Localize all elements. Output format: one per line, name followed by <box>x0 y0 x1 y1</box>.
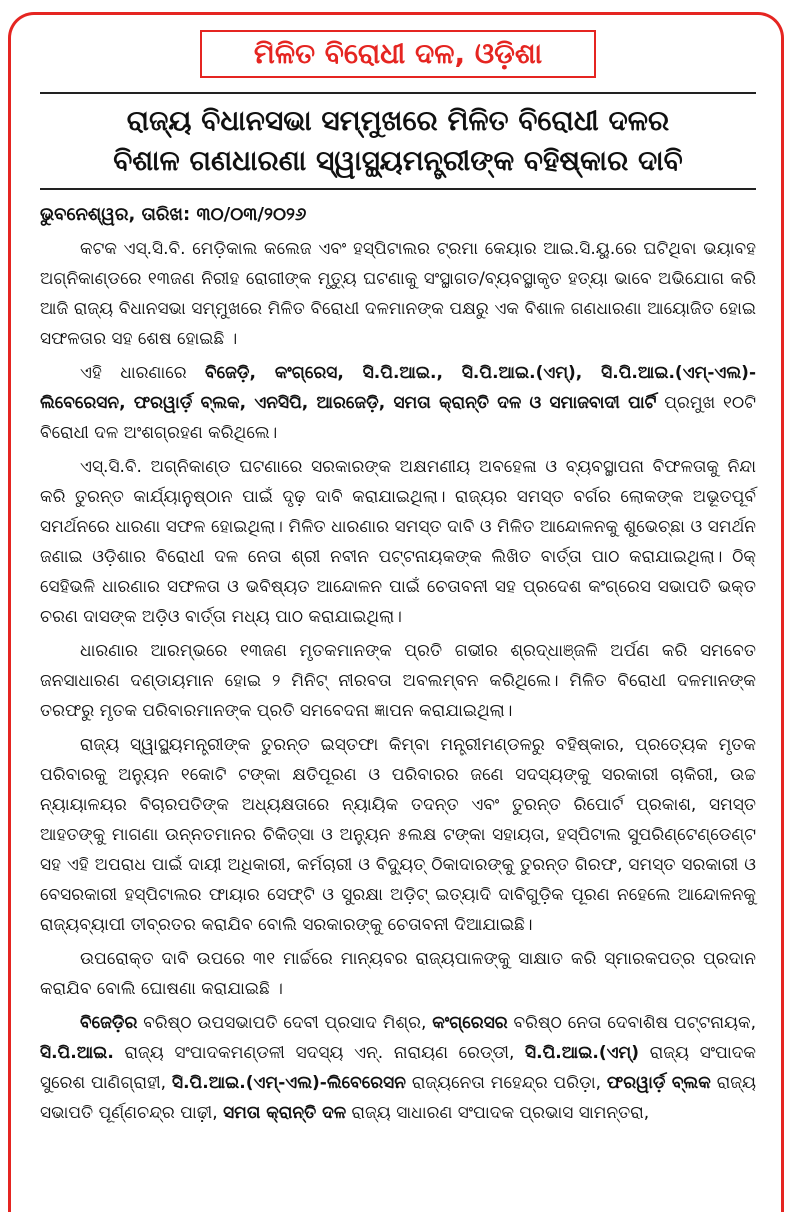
party-name-bjd: ବିଜେଡ଼ିର <box>80 1013 138 1033</box>
text-run: ଏହି ଧାରଣାରେ <box>80 363 206 383</box>
party-name-samata: ସମତା କ୍ରାନ୍ତି ଦଳ <box>223 1103 347 1123</box>
party-name-cpim: ସି.ପି.ଆଇ.(ଏମ୍) <box>525 1043 640 1063</box>
headline-line-1: ରାଜ୍ୟ ବିଧାନସଭା ସମ୍ମୁଖରେ ମିଳିତ ବିରୋଧୀ ଦଳର <box>126 104 670 137</box>
party-name-cpi: ସି.ପି.ଆଇ. <box>40 1043 114 1063</box>
paragraph-demands-list: ରାଜ୍ୟ ସ୍ୱାସ୍ଥ୍ୟମନ୍ତ୍ରୀଙ୍କ ତୁରନ୍ତ ଇସ୍ତଫା କିମ୍ବା ମନ୍ତ୍ରୀମଣ୍ଡଳରୁ ବହିଷ୍କାର, ପ୍ରତ୍ୟେକ ମୃତକ ପରିବାରକୁ ଅନ୍ୟୁନ ୧କୋଟି ଟଙ୍କା କ୍ଷତିପୂରଣ ଓ ପରିବାରର ଜଣେ ସଦସ୍ୟଙ୍କୁ ସରକାରୀ ଚାକିରୀ, ଉଚ୍ଚ ନ୍ୟାୟାଳୟର ବିଚାରପତିଙ୍କ ଅଧ୍ୟକ୍ଷତାରେ ନ୍ୟାୟିକ ତଦନ୍ତ ଏବଂ ତୁରନ୍ତ ରିପୋର୍ଟ ପ୍ରକାଶ, ସମସ୍ତ ଆହତଙ୍କୁ ମାଗଣା ଉନ୍ନତମାନର ଚିକିତ୍ସା ଓ ଅନ୍ୟୁନ ୫ଲକ୍ଷ ଟଙ୍କା ସହାୟତା, ହସ୍ପିଟାଲ ସୁପରିଣ୍ଟେଣ୍ଡେଣ୍ଟ ସହ ଏହି ଅପରାଧ ପାଇଁ ଦାୟୀ ଅଧିକାରୀ, କର୍ମଚାରୀ ଓ ବିଦ୍ୟୁତ୍ ଠିକାଦାରଙ୍କୁ ତୁରନ୍ତ ଗିରଫ, ସମସ୍ତ ସରକାରୀ ଓ ବେସରକାରୀ ହସ୍ପିଟାଲର ଫାୟାର ସେଫ୍ଟି ଓ ସୁରକ୍ଷା ଅଡ଼ିଟ୍ ଇତ୍ୟାଦି ଦାବିଗୁଡ଼ିକ ପୂରଣ ନହେଲେ ଆନ୍ଦୋଳନକୁ ରାଜ୍ୟବ୍ୟାପୀ ତୀବ୍ରତର କରାଯିବ ବୋଲି ସରକାରଙ୍କୁ ଚେତାବନୀ ଦିଆଯାଇଛି। <box>40 735 756 935</box>
text-run: ରାଜ୍ୟ ସଂପାଦକମଣ୍ଡଳୀ ସଦସ୍ୟ ଏନ୍. ନାରାୟଣ ରେଡ୍ଡୀ, <box>113 1043 526 1063</box>
press-release-body <box>40 234 756 1132</box>
headline-line-2: ବିଶାଳ ଗଣଧାରଣା ସ୍ୱାସ୍ଥ୍ୟମନ୍ତ୍ରୀଙ୍କ ବହିଷ୍କାର ଦାବି <box>113 144 683 177</box>
paragraph-leaders <box>40 1008 756 1128</box>
text-run: ପ୍ରମୁଖ ୧୦ଟି ବିରୋଧୀ ଦଳ ଅଂଶଗ୍ରହଣ କରିଥିଲେ। <box>40 393 756 443</box>
text-run: ରାଜ୍ୟ ସଂପାଦକ ସୁରେଶ ପାଣିଗ୍ରାହୀ, <box>40 1043 756 1093</box>
paragraph-participating-parties <box>40 358 756 448</box>
party-list: ବିଜେଡ଼ି, କଂଗ୍ରେସ, ସି.ପି.ଆଇ., ସି.ପି.ଆଇ.(ଏମ୍), ସି.ପି.ଆଇ.(ଏମ୍-ଏଲ)-ଲିବେରେସନ, ଫରୱାର୍ଡ଼ ବ୍ଲକ, ଏନସିପି, ଆରଜେଡ଼ି, ସମତା କ୍ରାନ୍ତି ଦଳ ଓ ସମାଜବାଦୀ ପାର୍ଟି <box>40 363 756 413</box>
text-run: ରାଜ୍ୟ ସାଧାରଣ ସଂପାଦକ ପ୍ରଭାସ ସାମନ୍ତରା, <box>346 1103 650 1123</box>
paragraph-demands-support: ଏସ୍.ସି.ବି. ଅଗ୍ନିକାଣ୍ଡ ଘଟଣାରେ ସରକାରଙ୍କ ଅକ୍ଷମଣୀୟ ଅବହେଳା ଓ ବ୍ୟବସ୍ଥାପନା ବିଫଳତାକୁ ନିନ୍ଦା କରି ତୁରନ୍ତ କାର୍ଯ୍ୟାନୁଷ୍ଠାନ ପାଇଁ ଦୃଢ଼ ଦାବି କରାଯାଇଥିଲା। ରାଜ୍ୟର ସମସ୍ତ ବର୍ଗର ଲୋକଙ୍କ ଅଭୂତପୂର୍ବ ସମର୍ଥନରେ ଧାରଣା ସଫଳ ହୋଇଥିଲା। ମିଳିତ ଧାରଣାର ସମସ୍ତ ଦାବି ଓ ମିଳିତ ଆନ୍ଦୋଳନକୁ ଶୁଭେଚ୍ଛା ଓ ସମର୍ଥନ ଜଣାଇ ଓଡ଼ିଶାର ବିରୋଧୀ ଦଳ ନେତା ଶ୍ରୀ ନବୀନ ପଟ୍ଟନାୟକଙ୍କ ଲିଖିତ ବାର୍ତ୍ତା ପାଠ କରାଯାଇଥିଲା। ଠିକ୍ ସେହିଭଳି ଧାରଣାର ସଫଳତା ଓ ଭବିଷ୍ୟତ ଆନ୍ଦୋଳନ ପାଇଁ ଚେତାବନୀ ସହ ପ୍ରଦେଶ କଂଗ୍ରେସ ସଭାପତି ଭକ୍ତ ଚରଣ ଦାସଙ୍କ ଅଡ଼ିଓ ବାର୍ତ୍ତା ମଧ୍ୟ ପାଠ କରାଯାଇଥିଲା। <box>40 457 756 627</box>
text-run: ରାଜ୍ୟନେତା ମହେନ୍ଦ୍ର ପରିଡ଼ା, <box>405 1073 607 1093</box>
text-run: ବରିଷ୍ଠ ଉପସଭାପତି ଦେବୀ ପ୍ରସାଦ ମିଶ୍ର, <box>137 1013 433 1033</box>
text-run: ବରିଷ୍ଠ ନେତା ଦେବାଶିଷ ପଟ୍ଟନାୟକ, <box>507 1013 756 1033</box>
header-divider-top <box>40 92 756 94</box>
text-run: ରାଜ୍ୟ ସଭାପତି ପୂର୍ଣ୍ଣଚନ୍ଦ୍ର ପାଢ଼ୀ, <box>40 1073 756 1123</box>
paragraph-incident: କଟକ ଏସ୍.ସି.ବି. ମେଡ଼ିକାଲ କଲେଜ ଏବଂ ହସ୍ପିଟାଲର ଟ୍ରମା କେୟାର ଆଇ.ସି.ୟୁ.ରେ ଘଟିଥିବା ଭୟାବହ ଅଗ୍ନିକାଣ୍ଡରେ ୧୩ଜଣ ନିରୀହ ରୋଗୀଙ୍କ ମୃତ୍ୟୁ ଘଟଣାକୁ ସଂସ୍ଥାଗତ/ବ୍ୟବସ୍ଥାକୃତ ହତ୍ୟା ଭାବେ ଅଭିଯୋଗ କରି ଆଜି ରାଜ୍ୟ ବିଧାନସଭା ସମ୍ମୁଖରେ ମିଳିତ ବିରୋଧୀ ଦଳମାନଙ୍କ ପକ୍ଷରୁ ଏକ ବିଶାଳ ଗଣଧାରଣା ଆୟୋଜିତ ହୋଇ ସଫଳତାର ସହ ଶେଷ ହୋଇଛି । <box>40 239 756 349</box>
party-name-congress: କଂଗ୍ରେସର <box>432 1013 508 1033</box>
org-name-banner: ମିଳିତ ବିରୋଧୀ ଦଳ, ଓଡ଼ିଶା <box>200 30 596 78</box>
dateline: ଭୁବନେଶ୍ୱର, ତାରିଖ: ୩୦/୦୩/୨୦୨୬ <box>40 204 307 225</box>
header-divider-bottom <box>40 188 756 190</box>
paragraph-governor-memorandum: ଉପରୋକ୍ତ ଦାବି ଉପରେ ୩୧ ମାର୍ଚ୍ଚରେ ମାନ୍ୟବର ରାଜ୍ୟପାଳଙ୍କୁ ସାକ୍ଷାତ କରି ସ୍ମାରକପତ୍ର ପ୍ରଦାନ କରାଯିବ ବୋଲି ଘୋଷଣା କରାଯାଇଛି । <box>40 949 756 999</box>
paragraph-tribute: ଧାରଣାର ଆରମ୍ଭରେ ୧୩ଜଣ ମୃତକମାନଙ୍କ ପ୍ରତି ଗଭୀର ଶ୍ରଦ୍ଧାଞ୍ଜଳି ଅର୍ପଣ କରି ସମବେତ ଜନସାଧାରଣ ଦଣ୍ଡାୟମାନ ହୋଇ ୨ ମିନିଟ୍ ନୀରବତା ଅବଲମ୍ବନ କରିଥିଲେ। ମିଳିତ ବିରୋଧୀ ଦଳମାନଙ୍କ ତରଫରୁ ମୃତକ ପରିବାରମାନଙ୍କ ପ୍ରତି ସମବେଦନା ଜ୍ଞାପନ କରାଯାଇଥିଲା। <box>40 641 756 721</box>
party-name-forward-bloc: ଫରୱାର୍ଡ଼ ବ୍ଲକ <box>606 1073 711 1093</box>
party-name-cpiml: ସି.ପି.ଆଇ.(ଏମ୍-ଏଲ)-ଲିବେରେସନ <box>171 1073 406 1093</box>
